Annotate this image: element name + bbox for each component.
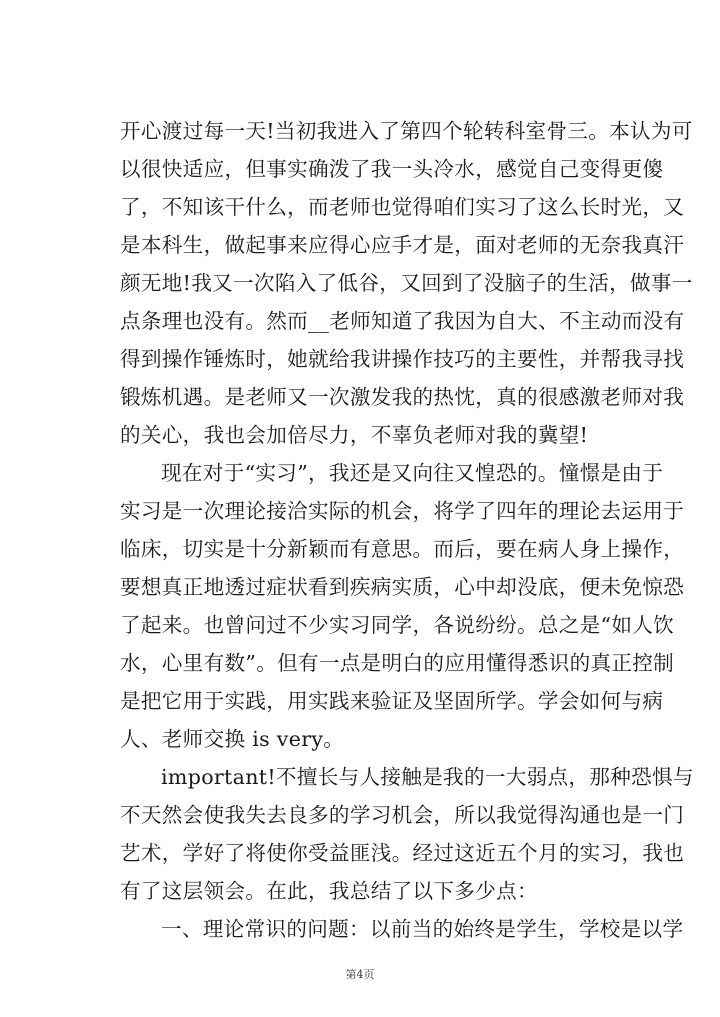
paragraph-first-line: 一、理论常识的问题：以前当的始终是学生，学校是以学 (161, 917, 684, 941)
text-line: 得到操作锤炼时，她就给我讲操作技巧的主要性，并帮我寻找 (120, 347, 685, 371)
text-line: 了，不知该干什么，而老师也觉得咱们实习了这么长时光，又 (120, 195, 685, 219)
text-line: 是本科生，做起事来应得心应手才是，面对老师的无奈我真汗 (120, 233, 685, 257)
text-line: 要想真正地透过症状看到疾病实质，心中却没底，便未免惊恐 (120, 575, 685, 599)
page-number: 第4页 (345, 968, 375, 981)
text-line: 的关心，我也会加倍尽力，不辜负老师对我的冀望! (120, 423, 589, 447)
text-line: 锻炼机遇。是老师又一次激发我的热忱，真的很感激老师对我 (120, 385, 685, 409)
text-line: 艺术，学好了将使你受益匪浅。经过这近五个月的实习，我也 (120, 841, 685, 865)
text-line: 有了这层领会。在此，我总结了以下多少点： (120, 879, 538, 903)
paragraph-first-line: important!不擅长与人接触是我的一大弱点，那种恐惧与 (161, 765, 694, 789)
text-line: 不天然会使我失去良多的学习机会，所以我觉得沟通也是一门 (120, 803, 685, 827)
text-line: 实习是一次理论接洽实际的机会，将学了四年的理论去运用于 (120, 499, 685, 523)
text-line: 开心渡过每一天!当初我进入了第四个轮转科室骨三。本认为可 (120, 119, 693, 143)
text-line: 人、老师交换 is very。 (120, 727, 345, 751)
text-line: 了起来。也曾问过不少实习同学，各说纷纷。总之是“如人饮 (120, 613, 675, 637)
text-line: 是把它用于实践，用实践来验证及坚固所学。学会如何与病 (120, 689, 664, 713)
text-line: 点条理也没有。然而__老师知道了我因为自大、不主动而没有 (120, 309, 685, 333)
text-line: 以很快适应，但事实确泼了我一头冷水，感觉自己变得更傻 (120, 157, 664, 181)
text-line: 水，心里有数”。但有一点是明白的应用懂得悉识的真正控制 (120, 651, 675, 675)
text-line: 颜无地!我又一次陷入了低谷，又回到了没脑子的生活，做事一 (120, 271, 693, 295)
text-line: 临床，切实是十分新颖而有意思。而后，要在病人身上操作， (120, 537, 685, 561)
paragraph-first-line: 现在对于“实习”，我还是又向往又惶恐的。憧憬是由于 (161, 461, 664, 485)
